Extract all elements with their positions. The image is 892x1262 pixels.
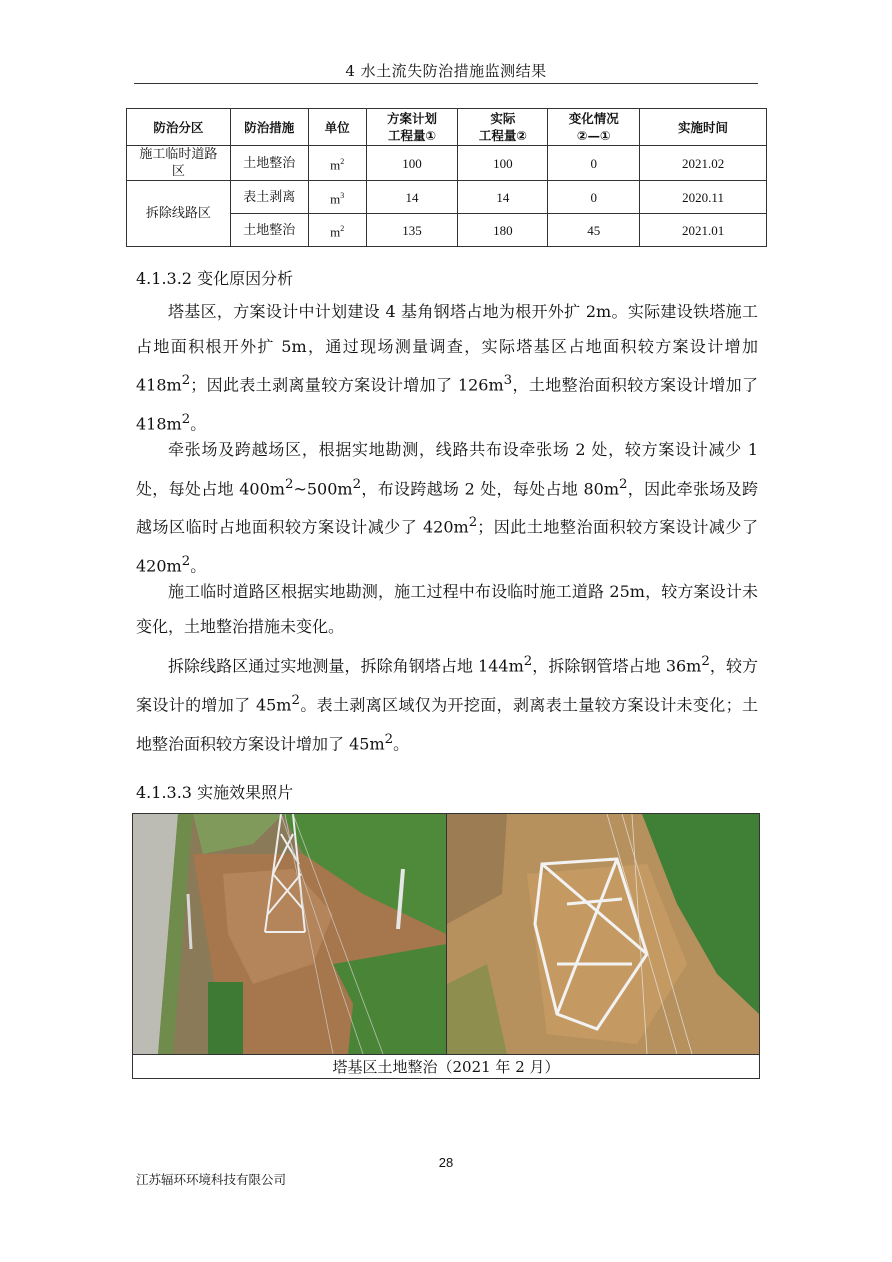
cell-actual: 180 — [458, 214, 548, 247]
unit-exponent: 2 — [340, 223, 345, 233]
header-measure: 防治措施 — [230, 109, 308, 146]
unit-exponent: 2 — [340, 156, 345, 166]
text-run: ；因此表土剥离量较方案设计增加了 126m — [190, 375, 504, 395]
text-run: ，拆除钢管塔占地 36m — [532, 656, 702, 676]
cell-unit — [308, 214, 366, 247]
page-header: 4 水土流失防治措施监测结果 — [345, 62, 547, 80]
superscript: 3 — [503, 373, 513, 388]
text-run: 牵张场及跨越场区，根据实地勘测，线路共布设牵张场 2 处，较方案设计减少 1 处，每处占地 400m — [136, 440, 758, 498]
page-number: 28 — [438, 1155, 454, 1170]
paragraph-tension-site — [136, 433, 758, 584]
photo-tower-site-right — [447, 814, 759, 1054]
cell-planned: 14 — [366, 181, 458, 214]
paragraph-demolition — [136, 645, 758, 761]
cell-time: 2021.01 — [640, 214, 767, 247]
header-actual-line1: 实际 — [490, 111, 516, 126]
header-planned-line1: 方案计划 — [387, 111, 438, 126]
paragraph-temp-road — [136, 575, 758, 644]
text-run: ~500m — [293, 478, 353, 498]
cell-measure: 表土剥离 — [230, 181, 308, 214]
cell-actual: 14 — [458, 181, 548, 214]
superscript: 2 — [619, 476, 628, 492]
text-run: 。 — [190, 556, 207, 576]
superscript: 2 — [701, 654, 710, 669]
section-heading-photos: 4.1.3.3 实施效果照片 — [136, 783, 294, 802]
cell-actual: 100 — [458, 146, 548, 181]
cell-change: 0 — [548, 181, 640, 214]
header-change-line1: 变化情况 — [568, 111, 619, 126]
cell-planned: 100 — [366, 146, 458, 181]
text-run: 。 — [190, 414, 207, 434]
cell-planned: 135 — [366, 214, 458, 247]
superscript: 2 — [284, 476, 294, 492]
text-run: 塔基区，方案设计中计划建设 4 基角钢塔占地为根开外扩 2m。实际建设铁塔施工占地面积根开外扩 5m，通过现场测量调查，实际塔基区占地面积较方案设计增加 418m — [136, 302, 758, 395]
cell-time: 2021.02 — [640, 146, 767, 181]
cell-change: 0 — [548, 146, 640, 181]
header-change — [548, 109, 640, 146]
cell-zone: 施工临时道路区 — [127, 146, 231, 181]
header-unit: 单位 — [308, 109, 366, 146]
section-heading-change-analysis: 4.1.3.2 变化原因分析 — [136, 269, 294, 288]
text-run: 拆除线路区通过实地测量，拆除角钢塔占地 144m — [168, 656, 524, 676]
table-row — [127, 146, 767, 181]
superscript: 2 — [468, 515, 478, 531]
header-time: 实施时间 — [640, 109, 767, 146]
header-actual — [458, 109, 548, 146]
table-row — [127, 181, 767, 214]
cell-zone: 拆除线路区 — [127, 181, 231, 247]
company-name: 江苏辐环环境科技有限公司 — [136, 1172, 287, 1187]
cell-unit — [308, 181, 366, 214]
measures-table — [126, 108, 767, 247]
cell-measure: 土地整治 — [230, 214, 308, 247]
photo-caption: 塔基区土地整治（2021 年 2 月） — [133, 1054, 759, 1079]
header-planned — [366, 109, 458, 146]
header-rule — [134, 83, 758, 84]
paragraph-tower-base — [136, 295, 758, 442]
text-run: ，较方案设计的增加了 45m — [136, 656, 758, 715]
header-change-line2: ②—① — [576, 128, 611, 143]
unit-base: m — [330, 224, 341, 240]
text-run: 施工临时道路区根据实地勘测，施工过程中布设临时施工道路 25m，较方案设计未变化，土地整治措施未变化。 — [136, 582, 758, 636]
text-run: ，土地整治面积较方案设计增加了 418m — [136, 375, 758, 434]
cell-change: 45 — [548, 214, 640, 247]
superscript: 2 — [352, 476, 362, 492]
cell-unit — [308, 146, 366, 181]
text-run: ，布设跨越场 2 处，每处占地 80m — [361, 478, 619, 498]
superscript: 2 — [523, 654, 533, 669]
superscript: 2 — [181, 373, 191, 388]
superscript: 2 — [181, 554, 191, 570]
header-planned-line2: 工程量① — [387, 128, 437, 143]
unit-base: m — [330, 157, 341, 173]
superscript: 2 — [181, 411, 191, 427]
text-run: ；因此土地整治面积较方案设计减少了 420m — [136, 517, 758, 576]
table-header-row — [127, 109, 767, 146]
text-run: ，因此牵张场及跨越场区临时占地面积较方案设计减少了 420m — [136, 478, 758, 537]
header-zone: 防治分区 — [127, 109, 231, 146]
photo-tower-site-left — [133, 814, 447, 1054]
unit-exponent: 3 — [340, 190, 345, 200]
photo-panel — [132, 813, 760, 1079]
unit-base: m — [330, 191, 341, 207]
text-run: 。表土剥离区域仅为开挖面，剥离表土量较方案设计未变化；土地整治面积较方案设计增加了 45m — [136, 695, 758, 753]
cell-time: 2020.11 — [640, 181, 767, 214]
cell-measure: 土地整治 — [230, 146, 308, 181]
header-actual-line2: 工程量② — [478, 128, 527, 143]
superscript: 2 — [291, 692, 300, 708]
text-run: 。 — [393, 733, 410, 753]
superscript: 2 — [384, 731, 394, 747]
